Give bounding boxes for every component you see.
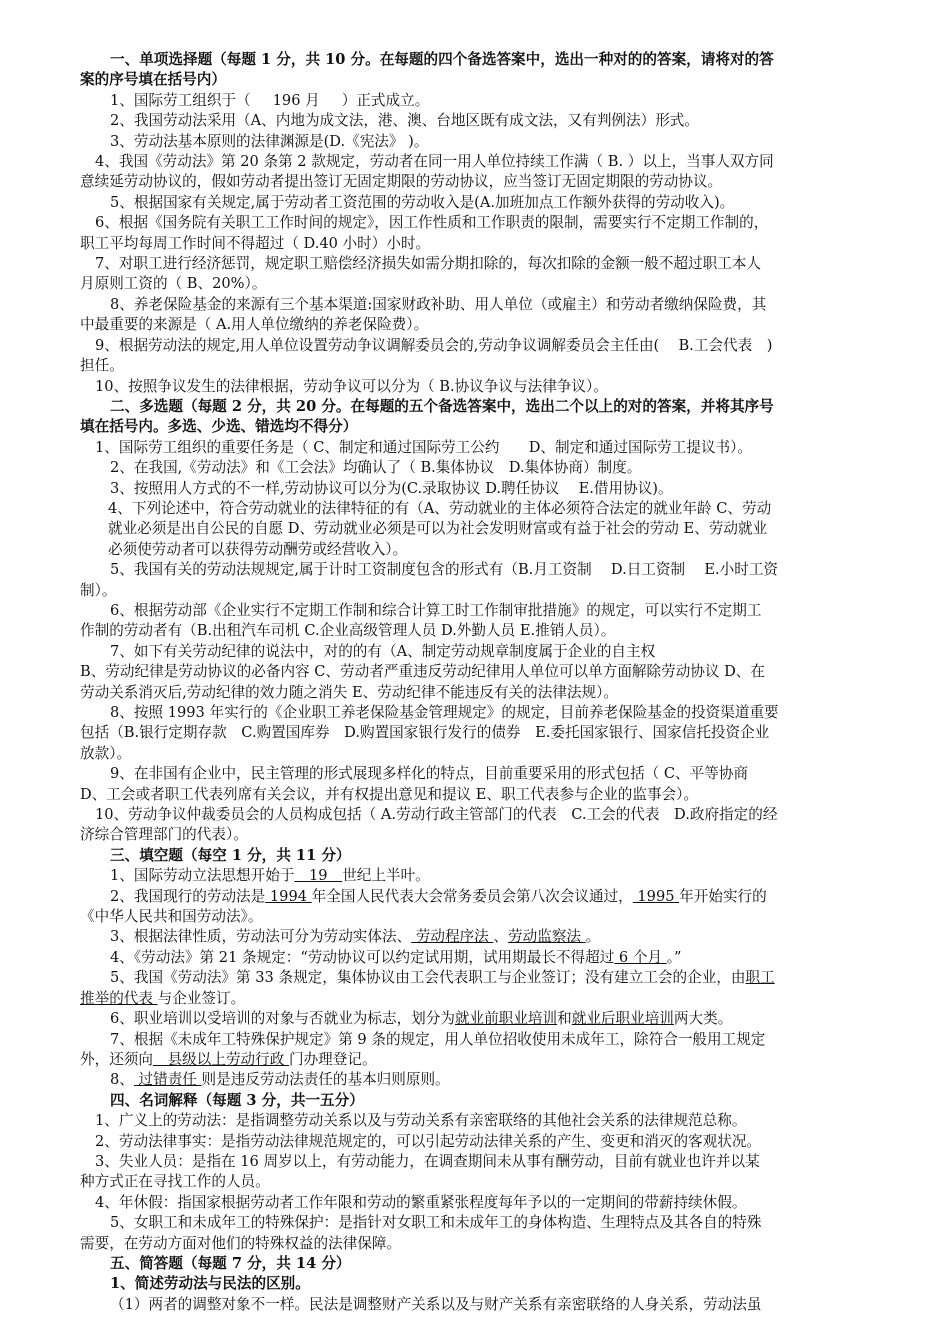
question-5: 5、我国《劳动法》第 33 条规定，集体协议由工会代表职工与企业签订；没有建立工会的企业，由职工 [110,969,775,987]
section-heading-multi-choice: 二、多选题（每题 2 分，共 20 分。在每题的五个备选答案中，选出二个以上的对的答案，并将其序号 [110,397,774,415]
answer-blank: 过错责任 [133,1071,202,1089]
question-4-cont: 就业必须是出自公民的自愿 D、劳动就业必须是可以为社会发明财富或有益于社会的劳动 E、劳动就业 [108,520,768,538]
question-10-cont: 济综合管理部门的代表）。 [80,826,248,844]
question-2-cont: 《中华人民共和国劳动法》。 [80,908,263,926]
question-3: 3、根据法律性质，劳动法可分为劳动实体法、 劳动程序法 、劳动监察法 。 [110,928,601,946]
question-9-cont: D、工会或者职工代表列席有关会议，并有权提出意见和提议 E、职工代表参与企业的监事会）。 [80,785,699,803]
question-5-cont: 推举的代表 与企业签订。 [80,989,246,1007]
question-4: 4、我国《劳动法》第 20 条第 2 款规定，劳动者在同一用人单位持续工作满（ B. ）以上，当事人双方同 [95,153,774,171]
section-heading-single-choice: 一、单项选择题（每题 1 分，共 10 分。在每题的四个备选答案中，选出一种对的的答案，请将对的答 [110,51,774,68]
answer-blank: 劳动监察法 [508,928,586,946]
question-1: 1、国际劳工组织的重要任务是（ C、制定和通过国际劳工公约 D、制定和通过国际劳工提议书）。 [95,438,753,456]
term-4: 4、年休假：指国家根据劳动者工作年限和劳动的繁重紧张程度每年予以的一定期间的带薪持续休假。 [95,1193,747,1211]
question-1: 1、简述劳动法与民法的区别。 [110,1275,310,1293]
question-3: 3、按照用人方式的不一样,劳动协议可以分为(C.录取协议 D.聘任协议 E.借用协议)。 [110,479,673,497]
answer-blank: 职工 [745,969,775,987]
question-8: 8、养老保险基金的来源有三个基本渠道:国家财政补助、用人单位（或雇主）和劳动者缴纳保险费，其 [110,295,767,313]
question-10: 10、劳动争议仲裁委员会的人员构成包括（ A.劳动行政主管部门的代表 C.工会的代表 D.政府指定的经 [95,806,778,824]
question-2: 2、在我国,《劳动法》和《工会法》均确认了（ B.集体协议 D.集体协商）制度。 [110,459,642,477]
question-6: 6、根据劳动部《企业实行不定期工作制和综合计算工时工作制审批措施》的规定，可以实行不定期工 [110,601,762,619]
question-7: 7、根据《未成年工特殊保护规定》第 9 条的规定，用人单位招收使用未成年工，除符合一般用工规定 [110,1030,766,1048]
term-3-cont: 种方式正在寻找工作的人员。 [80,1173,270,1191]
answer-blank: 就业前职业培训 [454,1010,558,1028]
question-8-cont: 中最重要的来源是（ A.用人单位缴纳的养老保险费）。 [80,316,429,334]
question-7-cont: 外，还须向 县级以上劳动行政 门办理登记。 [80,1050,377,1068]
question-4-cont: 意续延劳动协议的，假如劳动者提出签订无固定期限的劳动协议，应当签订无固定期限的劳动协议。 [80,173,723,191]
question-10: 10、按照争议发生的法律根据，劳动争议可以分为（ B.协议争议与法律争议）。 [95,377,608,395]
question-1: 1、国际劳工组织于（ 196 月 ）正式成立。 [110,91,430,109]
question-8-cont2: 放款）。 [80,744,132,762]
section-heading-multi-choice-cont: 填在括号内。多选、少选、错选均不得分） [80,418,358,436]
answer-blank: 就业后职业培训 [571,1010,674,1028]
answer-paragraph: （1）两者的调整对象不一样。民法是调整财产关系以及与财产关系有亲密联络的人身关系，劳动法虽 [110,1295,762,1313]
answer-blank: 1994 [265,887,312,905]
question-6: 6、根据《国务院有关职工工作时间的规定》，因工作性质和工作职责的限制，需要实行不定期工作制的， [95,214,769,232]
question-4: 4、《劳动法》第 21 条规定：“劳动协议可以约定试用期，试用期最长不得超过 6 个月 。” [110,948,682,966]
section-heading-single-choice-cont: 案的序号填在括号内） [80,71,226,89]
question-4-cont2: 必须使劳动者可以获得劳动酬劳或经营收入）。 [108,540,408,558]
question-2: 2、我国劳动法采用（A、内地为成文法，港、澳、台地区既有成文法，又有判例法）形式。 [110,112,699,130]
question-8: 8、按照 1993 年实行的《企业职工养老保险基金管理规定》的规定，目前养老保险基金的投资渠道重要 [110,704,779,721]
answer-blank: 1995 [632,887,680,905]
question-5: 5、我国有关的劳动法规规定,属于计时工资制度包含的形式有（B.月工资制 D.日工资制 E.小时工资 [110,561,779,579]
question-8-cont: 包括（B.银行定期存款 C.购置国库券 D.购置国家银行发行的债券 E.委托国家银行、国家信托投资企业 [80,724,770,742]
question-9: 9、在非国有企业中，民主管理的形式展现多样化的特点，目前重要采用的形式包括（ C、平等协商 [110,765,749,783]
section-heading-terms: 四、名词解释（每题 3 分，共一五分） [110,1091,364,1109]
question-5: 5、根据国家有关规定,属于劳动者工资范围的劳动收入是(A.加班加点工作额外获得的劳动收入)。 [110,193,735,211]
question-4: 4、下列论述中，符合劳动就业的法律特征的有（A、劳动就业的主体必须符合法定的就业年龄 C、劳动 [108,499,772,517]
question-6-cont: 职工平均每周工作时间不得超过（ D.40 小时）小时。 [80,234,431,252]
question-9: 9、根据劳动法的规定,用人单位设置劳动争议调解委员会的,劳动争议调解委员会主任由( B.工会代表 ) [95,336,773,354]
answer-blank: 6 个月 [614,948,667,966]
question-2: 2、我国现行的劳动法是 1994 年全国人民代表大会常务委员会第八次会议通过， 1995 年开始实行的 [110,887,767,905]
question-8: 8、 过错责任 则是违反劳动法责任的基本归则原则。 [110,1071,450,1089]
question-6: 6、职业培训以受培训的对象与否就业为标志，划分为就业前职业培训和就业后职业培训两大类。 [110,1010,733,1028]
question-1: 1、国际劳动立法思想开始于 19 世纪上半叶。 [110,867,430,885]
question-7-cont2: 劳动关系消灭后,劳动纪律的效力随之消失 E、劳动纪律不能违反有关的法律法规）。 [80,683,619,701]
answer-blank: 劳动程序法 [411,928,494,946]
answer-blank: 19 [294,867,343,885]
question-6-cont: 作制的劳动者有（B.出租汽车司机 C.企业高级管理人员 D.外勤人员 E.推销人员）。 [80,622,616,640]
question-5-cont: 制）。 [80,581,117,599]
question-7-cont: B、劳动纪律是劳动协议的必备内容 C、劳动者严重违反劳动纪律用人单位可以单方面解除劳动协议 D、在 [80,663,765,681]
section-heading-short-answer: 五、简答题（每题 7 分，共 14 分） [110,1254,351,1272]
section-heading-fill-blank: 三、填空题（每空 1 分，共 11 分） [110,846,351,864]
answer-blank: 县级以上劳动行政 [152,1050,289,1068]
question-9-cont: 担任。 [80,357,124,375]
question-7: 7、对职工进行经济惩罚，规定职工赔偿经济损失如需分期扣除的，每次扣除的金额一般不超过职工本人 [95,255,762,273]
question-7-cont: 月原则工资的（ B、20%）。 [80,275,267,293]
term-2: 2、劳动法律事实：是指劳动法律规范规定的，可以引起劳动法律关系的产生、变更和消灭的客观状况。 [95,1132,762,1150]
term-3: 3、失业人员：是指在 16 周岁以上，有劳动能力，在调查期间未从事有酬劳动，目前有就业也许并以某 [95,1152,760,1170]
question-7: 7、如下有关劳动纪律的说法中，对的的有（A、制定劳动规章制度属于企业的自主权 [110,642,656,660]
term-5: 5、女职工和未成年工的特殊保护：是指针对女职工和未成年工的身体构造、生理特点及其各自的特殊 [110,1214,762,1232]
answer-blank: 推举的代表 [80,989,158,1007]
term-1: 1、广义上的劳动法：是指调整劳动关系以及与劳动关系有亲密联络的其他社会关系的法律规范总称。 [95,1112,747,1130]
term-5-cont: 需要，在劳动方面对他们的特殊权益的法律保障。 [80,1234,402,1252]
question-3: 3、劳动法基本原则的法律渊源是(D.《宪法》 )。 [110,132,429,150]
